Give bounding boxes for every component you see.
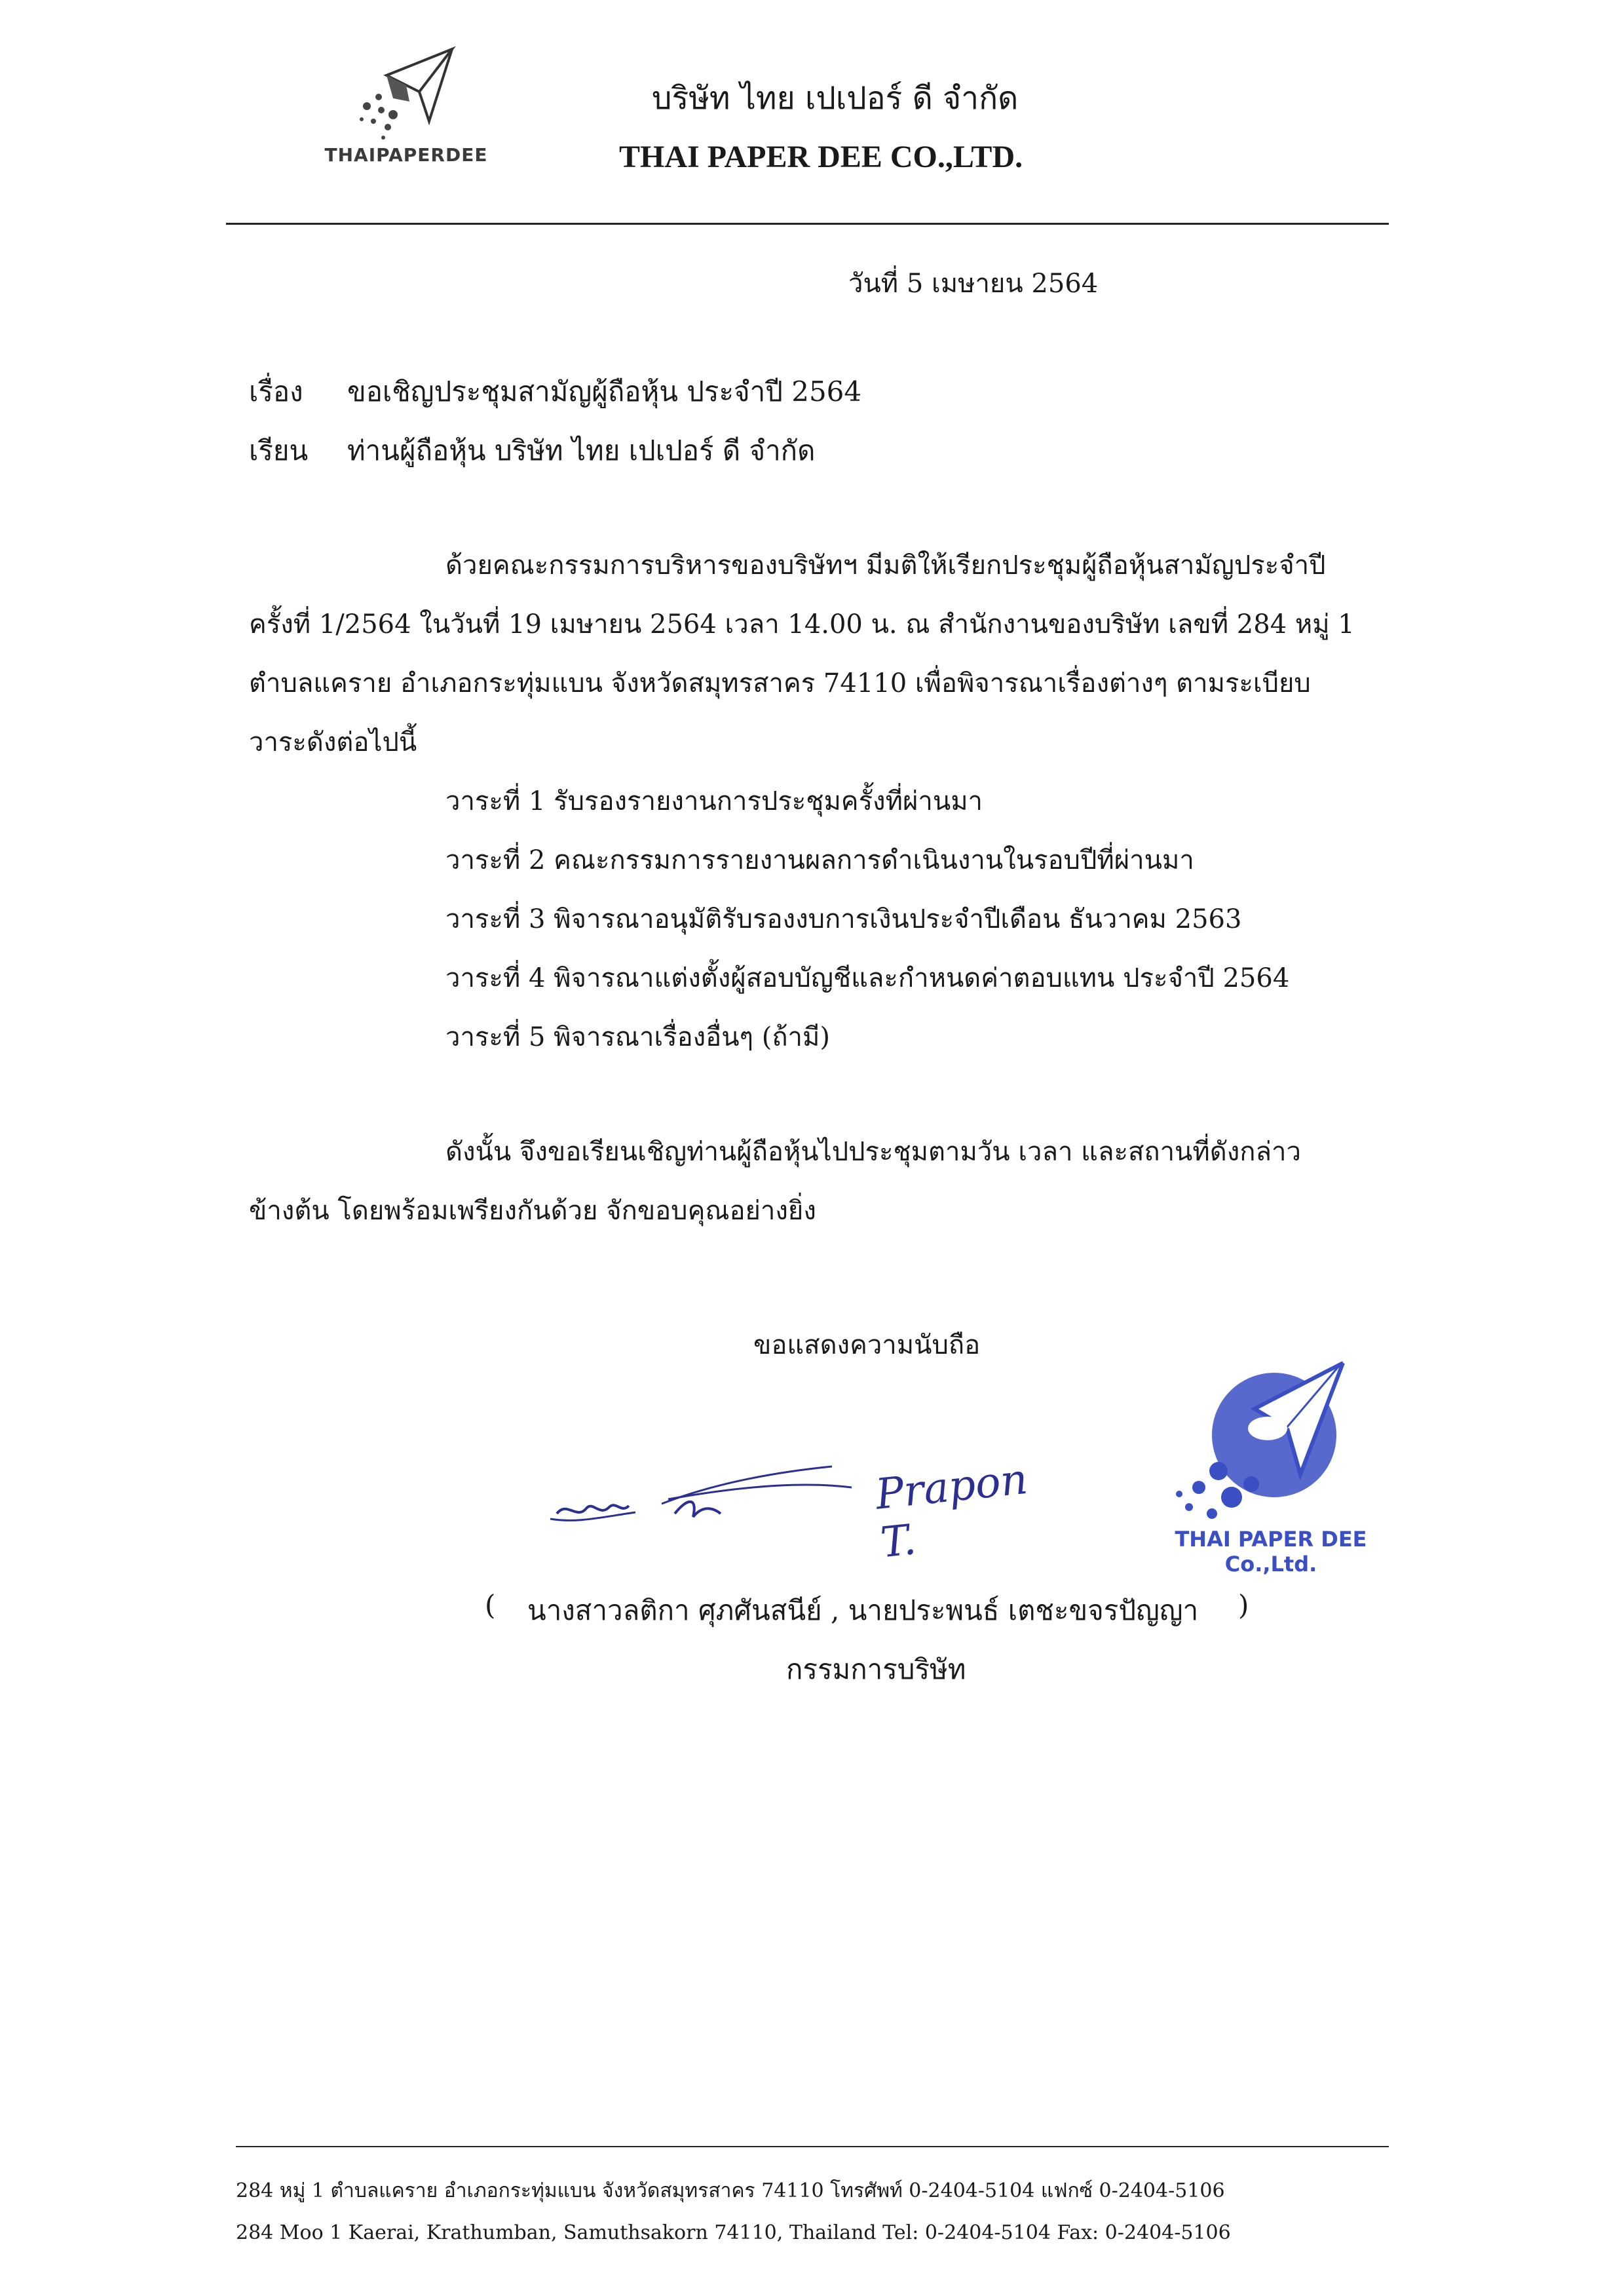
- para1-line-4: วาระดังต่อไปนี้: [249, 727, 417, 757]
- para1-line-3: ตำบลแคราย อำเภอกระทุ่มแบน จังหวัดสมุทรสาคร 74110 เพื่อพิจารณาเรื่องต่างๆ ตามระเบียบ: [249, 668, 1311, 698]
- para1-line-1: ด้วยคณะกรรมการบริหารของบริษัทฯ มีมติให้เรียกประชุมผู้ถือหุ้นสามัญประจำปี: [445, 550, 1326, 581]
- recipient-label: เรียน: [249, 434, 309, 467]
- letterhead-logo: [308, 46, 491, 170]
- para2-line-1: ดังนั้น จึงขอเรียนเชิญท่านผู้ถือหุ้นไปประชุมตามวัน เวลา และสถานที่ดังกล่าว: [445, 1137, 1301, 1167]
- subject-label: เรื่อง: [249, 375, 303, 408]
- subject-text: ขอเชิญประชุมสามัญผู้ถือหุ้น ประจำปี 2564: [347, 375, 862, 408]
- para1-line-2: ครั้งที่ 1/2564 ในวันที่ 19 เมษายน 2564 เวลา 14.00 น. ณ สำนักงานของบริษัท เลขที่ 284 หมู่ 1: [249, 609, 1355, 640]
- paper-plane-logo-icon: [347, 46, 465, 144]
- header-divider: [226, 223, 1389, 225]
- handwritten-signature-1: [537, 1435, 878, 1553]
- signatures: [537, 1435, 1061, 1568]
- signature-open-paren: (: [485, 1589, 496, 1621]
- agenda-item-1: วาระที่ 1 รับรองรายงานการประชุมครั้งที่ผ่านมา: [445, 786, 983, 816]
- logo-text: THAIPAPERDEE: [324, 144, 488, 166]
- company-stamp-icon: [1127, 1337, 1415, 1527]
- signatory-names: นางสาวลติกา ศุภศันสนีย์ , นายประพนธ์ เตชะขจรปัญญา: [527, 1594, 1199, 1626]
- para2-line-2: ข้างต้น โดยพร้อมเพรียงกันด้วย จักขอบคุณอย่างยิ่ง: [249, 1196, 816, 1226]
- signatory-title: กรรมการบริษัท: [786, 1653, 966, 1685]
- footer-divider: [236, 2146, 1389, 2147]
- agenda-item-3: วาระที่ 3 พิจารณาอนุมัติรับรองงบการเงินประจำปีเดือน ธันวาคม 2563: [445, 904, 1242, 934]
- footer-address-en: 284 Moo 1 Kaerai, Krathumban, Samuthsakorn 74110, Thailand Tel: 0-2404-5104 Fax: 0-2404-5106: [236, 2221, 1231, 2244]
- closing-text: ขอแสดงความนับถือ: [753, 1330, 981, 1360]
- recipient-text: ท่านผู้ถือหุ้น บริษัท ไทย เปเปอร์ ดี จำกัด: [347, 434, 816, 467]
- letter-date: วันที่ 5 เมษายน 2564: [848, 269, 1099, 299]
- agenda-item-2: วาระที่ 2 คณะกรรมการรายงานผลการดำเนินงานในรอบปีที่ผ่านมา: [445, 845, 1194, 875]
- agenda-item-5: วาระที่ 5 พิจารณาเรื่องอื่นๆ (ถ้ามี): [445, 1022, 830, 1052]
- company-stamp: [1127, 1337, 1415, 1577]
- stamp-text: THAI PAPER DEE Co.,Ltd.: [1175, 1527, 1367, 1577]
- footer-address-th: 284 หมู่ 1 ตำบลแคราย อำเภอกระทุ่มแบน จังหวัดสมุทรสาคร 74110 โทรศัพท์ 0-2404-5104 แฟกซ์ 0-2404-5106: [236, 2179, 1225, 2202]
- signature-close-paren: ): [1238, 1589, 1249, 1621]
- agenda-item-4: วาระที่ 4 พิจารณาแต่งตั้งผู้สอบบัญชีและกำหนดค่าตอบแทน ประจำปี 2564: [445, 963, 1290, 993]
- company-name-en: THAI PAPER DEE CO.,LTD.: [619, 140, 1023, 174]
- company-name-th: บริษัท ไทย เปเปอร์ ดี จำกัด: [652, 80, 1019, 117]
- handwritten-signature-2: Prapon T.: [873, 1455, 1030, 1568]
